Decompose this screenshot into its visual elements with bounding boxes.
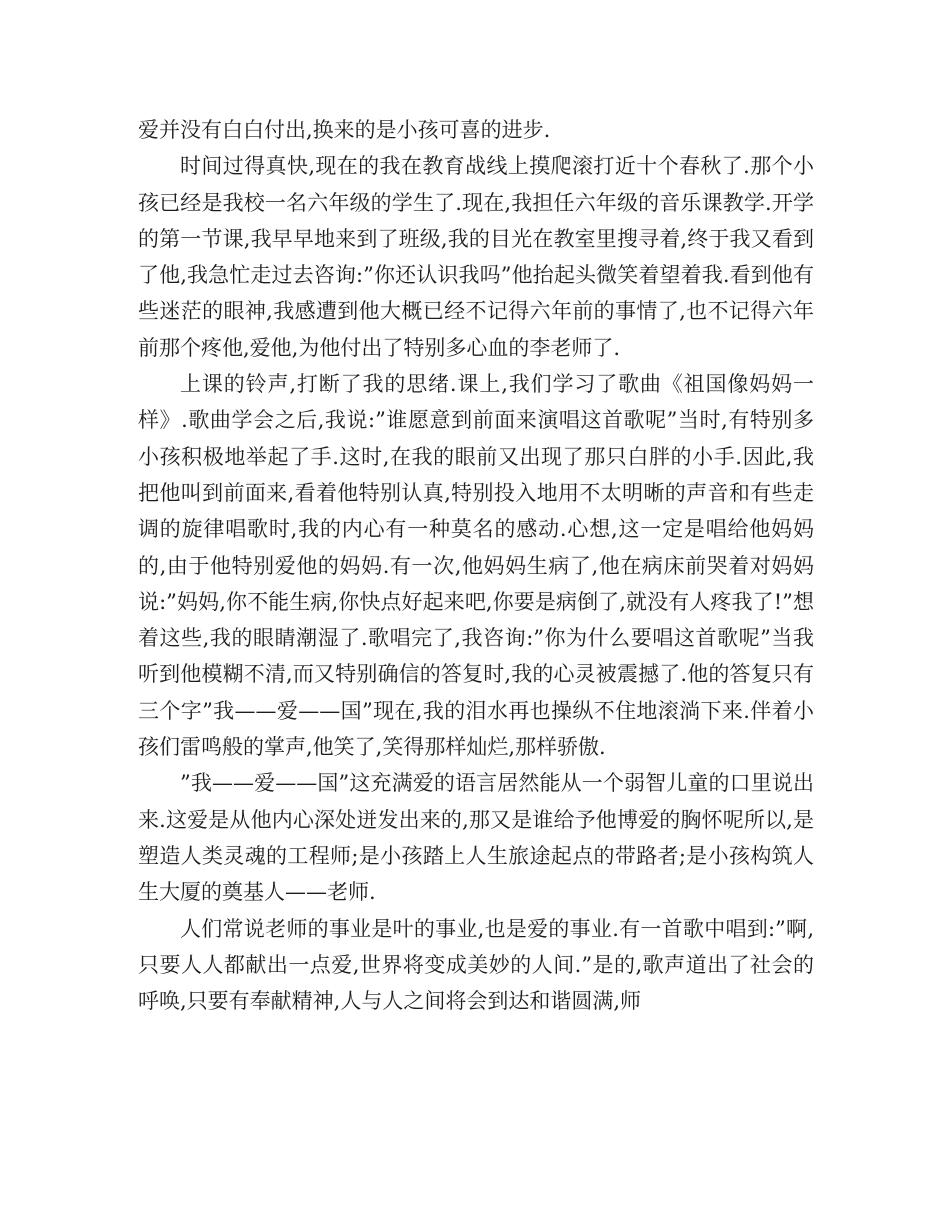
document-body: [138, 112, 814, 1019]
paragraph-2: 时间过得真快,现在的我在教育战线上摸爬滚打近十个春秋了.那个小孩已经是我校一名六年级的学生了.现在,我担任六年级的音乐课教学.开学的第一节课,我早早地来到了班级,我的目光在教室里搜寻着,终于我又看到了他,我急忙走过去咨询:”你还认识我吗”他抬起头微笑着望着我.看到他有些迷茫的眼神,我感遭到他大概已经不记得六年前的事情了,也不记得六年前那个疼他,爱他,为他付出了特别多心血的李老师了.: [138, 154, 814, 360]
paragraph-3: 上课的铃声,打断了我的思绪.课上,我们学习了歌曲《祖国像妈妈一样》.歌曲学会之后,我说:”谁愿意到前面来演唱这首歌呢”当时,有特别多小孩积极地举起了手.这时,在我的眼前又出现了那只白胖的小手.因此,我把他叫到前面来,看着他特别认真,特别投入地用不太明晰的声音和有些走调的旋律唱歌时,我的内心有一种莫名的感动.心想,这一定是唱给他妈妈的,由于他特别爱他的妈妈.有一次,他妈妈生病了,他在病床前哭着对妈妈说:”妈妈,你不能生病,你快点好起来吧,你要是病倒了,就没有人疼我了!”想着这些,我的眼睛潮湿了.歌唱完了,我咨询:”你为什么要唱这首歌呢”当我听到他模糊不清,而又特别确信的答复时,我的心灵被震撼了.他的答复只有三个字”我——爱——国”现在,我的泪水再也操纵不住地滚淌下来.伴着小孩们雷鸣般的掌声,他笑了,笑得那样灿烂,那样骄傲.: [138, 372, 814, 760]
paragraph-1: 爱并没有白白付出,换来的是小孩可喜的进步.: [138, 118, 551, 142]
paragraph-4: ”我——爱——国”这充满爱的语言居然能从一个弱智儿童的口里说出来.这爱是从他内心深处迸发出来的,那又是谁给予他博爱的胸怀呢所以,是塑造人类灵魂的工程师;是小孩踏上人生旅途起点的带路者;是小孩构筑人生大厦的奠基人——老师.: [138, 771, 814, 905]
paragraph-5: 人们常说老师的事业是叶的事业,也是爱的事业.有一首歌中唱到:”啊,只要人人都献出一点爱,世界将变成美妙的人间.”是的,歌声道出了社会的呼唤,只要有奉献精神,人与人之间将会到达和谐圆满,师: [138, 916, 814, 1014]
